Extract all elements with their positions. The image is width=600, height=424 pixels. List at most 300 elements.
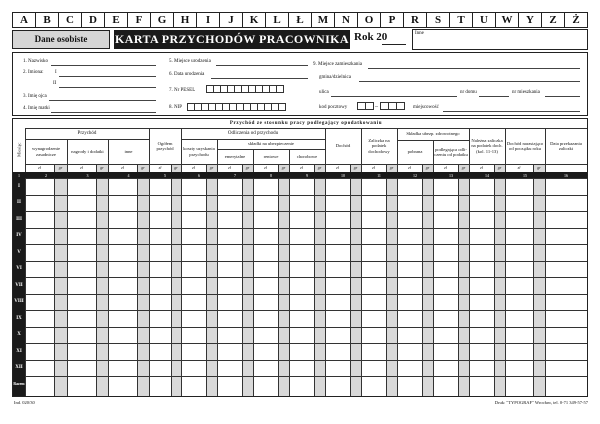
- pesel-label: 7. Nr PESEL: [169, 88, 196, 93]
- month-label: VIII: [14, 299, 24, 305]
- table-cell[interactable]: [26, 245, 67, 261]
- table-cell[interactable]: [398, 229, 433, 245]
- month-label: XI: [16, 348, 22, 354]
- table-cell[interactable]: [398, 278, 433, 294]
- table-cell[interactable]: [326, 245, 361, 261]
- table-cell[interactable]: [546, 377, 587, 393]
- table-cell[interactable]: [150, 377, 181, 393]
- birthdate-field[interactable]: [211, 78, 308, 79]
- birthdate-label: 6. Data urodzenia: [169, 72, 205, 77]
- gr-label: gr: [100, 165, 104, 170]
- table-cell[interactable]: [150, 229, 181, 245]
- table-cell[interactable]: [326, 311, 361, 327]
- table-cell[interactable]: [326, 179, 361, 195]
- house-number-field[interactable]: [479, 96, 509, 97]
- table-cell[interactable]: [546, 262, 587, 278]
- gr-label: gr: [141, 165, 145, 170]
- column-number: 4: [127, 172, 130, 178]
- alphabet-letter: B: [36, 13, 59, 27]
- alphabet-letter: P: [381, 13, 404, 27]
- district-label: gmina/dzielnica: [319, 75, 351, 80]
- table-cell[interactable]: [398, 361, 433, 377]
- table-cell[interactable]: [398, 262, 433, 278]
- table-cell[interactable]: [218, 328, 253, 344]
- year-label: Rok 20: [354, 31, 388, 43]
- column-number: 6: [198, 172, 200, 178]
- table-cell[interactable]: [470, 196, 505, 212]
- table-cell[interactable]: [290, 179, 325, 195]
- column-number: 10: [341, 172, 345, 178]
- table-cell[interactable]: [470, 262, 505, 278]
- table-cell[interactable]: [254, 196, 289, 212]
- table-cell[interactable]: [434, 377, 469, 393]
- remarks-label: Inne: [415, 31, 424, 36]
- gr-label: gr: [245, 165, 250, 170]
- table-cell[interactable]: [546, 344, 587, 360]
- mother-name-label: 4. Imię matki: [23, 106, 50, 111]
- table-cell[interactable]: [362, 245, 397, 261]
- table-cell[interactable]: [290, 295, 325, 311]
- table-cell[interactable]: [26, 361, 67, 377]
- table-cell[interactable]: [470, 344, 505, 360]
- table-cell[interactable]: [26, 212, 67, 228]
- first-name-1-label: I: [55, 70, 57, 75]
- table-cell[interactable]: [26, 377, 67, 393]
- gr-label: gr: [461, 165, 466, 170]
- table-cell[interactable]: [470, 328, 505, 344]
- table-cell[interactable]: [254, 328, 289, 344]
- table-cell[interactable]: [506, 344, 545, 360]
- table-cell[interactable]: [218, 212, 253, 228]
- table-cell[interactable]: [362, 229, 397, 245]
- table-cell[interactable]: [218, 245, 253, 261]
- table-cell[interactable]: [68, 328, 108, 344]
- month-label: III: [16, 216, 22, 222]
- alphabet-letter: M: [312, 13, 335, 27]
- remarks-box[interactable]: [412, 29, 588, 50]
- street-label: ulica: [319, 90, 329, 95]
- table-cell[interactable]: [68, 377, 108, 393]
- sickness-header: chorobowe: [296, 153, 318, 159]
- table-cell[interactable]: [109, 179, 149, 195]
- gr-label: gr: [389, 165, 394, 170]
- form-index: Ind. 020/30: [14, 400, 35, 405]
- month-label: XII: [15, 365, 23, 371]
- table-cell[interactable]: [362, 344, 397, 360]
- first-name-1-field[interactable]: [59, 76, 156, 77]
- gr-label: gr: [209, 165, 214, 170]
- printer-info: Druk: "TYPOGRAF" Wrocław, tel. 0-71 349-57-57: [494, 400, 588, 405]
- table-cell[interactable]: [150, 311, 181, 327]
- zl-label: zł: [300, 165, 303, 170]
- table-cell[interactable]: [218, 295, 253, 311]
- table-cell[interactable]: [26, 344, 67, 360]
- alphabet-letter: G: [151, 13, 174, 27]
- table-cell[interactable]: [506, 311, 545, 327]
- table-cell[interactable]: [26, 229, 67, 245]
- table-cell[interactable]: [68, 196, 108, 212]
- table-cell[interactable]: [68, 311, 108, 327]
- table-cell[interactable]: [218, 229, 253, 245]
- table-cell[interactable]: [68, 361, 108, 377]
- table-cell[interactable]: [68, 278, 108, 294]
- table-cell[interactable]: [109, 361, 149, 377]
- alphabet-letter: K: [243, 13, 266, 27]
- net-income-header: Dochód: [335, 143, 351, 149]
- table-cell[interactable]: [506, 196, 545, 212]
- table-cell[interactable]: [150, 278, 181, 294]
- table-cell[interactable]: [290, 328, 325, 344]
- table-cell[interactable]: [109, 328, 149, 344]
- first-name-2-field[interactable]: [59, 87, 156, 88]
- column-number: 9: [306, 172, 308, 178]
- table-cell[interactable]: [150, 344, 181, 360]
- deductible-header: podlegająca odli-czeniu od podatku: [434, 146, 468, 157]
- zl-label: zł: [192, 165, 195, 170]
- table-cell[interactable]: [109, 377, 149, 393]
- table-cell[interactable]: [26, 311, 67, 327]
- gr-label: gr: [425, 165, 430, 170]
- base-salary-header: wynagrodzenie zasadnicze: [31, 146, 61, 157]
- table-cell[interactable]: [290, 229, 325, 245]
- table-cell[interactable]: [326, 278, 361, 294]
- postal-code-field-b[interactable]: [380, 102, 404, 110]
- zl-label: zł: [264, 165, 267, 170]
- table-cell[interactable]: [470, 295, 505, 311]
- alphabet-letter: L: [266, 13, 289, 27]
- table-cell[interactable]: [546, 229, 587, 245]
- birthplace-field[interactable]: [216, 65, 308, 66]
- table-cell[interactable]: [362, 361, 397, 377]
- column-number: 11: [377, 172, 381, 178]
- alphabet-letter: J: [220, 13, 243, 27]
- table-cell[interactable]: [218, 196, 253, 212]
- table-cell[interactable]: [254, 295, 289, 311]
- table-cell[interactable]: [182, 245, 217, 261]
- table-cell[interactable]: [506, 179, 545, 195]
- table-cell[interactable]: [434, 295, 469, 311]
- table-cell[interactable]: [362, 212, 397, 228]
- table-cell[interactable]: [290, 377, 325, 393]
- table-cell[interactable]: [434, 245, 469, 261]
- address-field[interactable]: [368, 68, 580, 69]
- table-cell[interactable]: [254, 377, 289, 393]
- birthplace-label: 5. Miejsce urodzenia: [169, 59, 211, 64]
- table-cell[interactable]: [254, 212, 289, 228]
- zl-label: zł: [228, 165, 231, 170]
- table-cell[interactable]: [254, 344, 289, 360]
- table-cell[interactable]: [470, 361, 505, 377]
- due-tax-header: Należna zaliczka na podatek doch. (kol. 11-13): [471, 137, 503, 154]
- table-cell[interactable]: [362, 262, 397, 278]
- first-name-2-label: II: [53, 81, 57, 86]
- table-cell[interactable]: [109, 262, 149, 278]
- column-number: 16: [564, 172, 568, 178]
- alphabet-letter: W: [496, 13, 519, 27]
- table-cell[interactable]: [326, 328, 361, 344]
- gr-label: gr: [174, 165, 178, 170]
- table-cell[interactable]: [470, 278, 505, 294]
- table-cell[interactable]: [26, 328, 67, 344]
- month-label: IV: [16, 233, 22, 239]
- table-banner: Przychód ze stosunku pracy podlegający opodatkowaniu: [229, 121, 383, 126]
- table-cell[interactable]: [362, 328, 397, 344]
- father-name-field[interactable]: [49, 100, 156, 101]
- table-cell[interactable]: [68, 229, 108, 245]
- zl-label: zł: [480, 165, 483, 170]
- table-cell[interactable]: [362, 278, 397, 294]
- table-cell[interactable]: [326, 295, 361, 311]
- table-cell[interactable]: [68, 344, 108, 360]
- table-cell[interactable]: [218, 278, 253, 294]
- table-cell[interactable]: [546, 295, 587, 311]
- postal-dash: –: [375, 104, 378, 110]
- year-field[interactable]: [382, 44, 406, 45]
- table-cell[interactable]: [150, 361, 181, 377]
- table-cell[interactable]: [218, 179, 253, 195]
- table-cell[interactable]: [182, 328, 217, 344]
- table-cell[interactable]: [470, 229, 505, 245]
- table-cell[interactable]: [109, 311, 149, 327]
- table-cell[interactable]: [326, 262, 361, 278]
- table-cell[interactable]: [434, 196, 469, 212]
- table-cell[interactable]: [254, 311, 289, 327]
- table-cell[interactable]: [506, 262, 545, 278]
- table-cell[interactable]: [434, 212, 469, 228]
- alphabet-letter: S: [427, 13, 450, 27]
- table-cell[interactable]: [398, 196, 433, 212]
- table-cell[interactable]: [182, 196, 217, 212]
- table-cell[interactable]: [218, 262, 253, 278]
- table-cell[interactable]: [546, 328, 587, 344]
- table-cell[interactable]: [362, 179, 397, 195]
- month-label: IX: [16, 315, 22, 321]
- table-cell[interactable]: [182, 311, 217, 327]
- alphabet-letter: A: [13, 13, 36, 27]
- bonuses-header: nagrody i dodatki: [71, 148, 104, 154]
- table-cell[interactable]: [398, 377, 433, 393]
- table-cell[interactable]: [398, 179, 433, 195]
- month-label: Razem: [13, 382, 25, 387]
- table-cell[interactable]: [109, 344, 149, 360]
- alphabet-letter: Ł: [289, 13, 312, 27]
- table-cell[interactable]: [290, 311, 325, 327]
- table-cell[interactable]: [109, 278, 149, 294]
- surname-label: 1. Nazwisko: [23, 59, 48, 64]
- table-cell[interactable]: [182, 278, 217, 294]
- health-insurance-header: Składka ubezp. zdrowotnego: [406, 131, 460, 137]
- table-cell[interactable]: [546, 212, 587, 228]
- column-number: 8: [270, 172, 272, 178]
- table-cell[interactable]: [326, 344, 361, 360]
- table-cell[interactable]: [506, 278, 545, 294]
- table-cell[interactable]: [326, 361, 361, 377]
- table-cell[interactable]: [290, 361, 325, 377]
- table-cell[interactable]: [506, 328, 545, 344]
- apartment-number-field[interactable]: [545, 96, 580, 97]
- table-cell[interactable]: [182, 377, 217, 393]
- table-cell[interactable]: [218, 377, 253, 393]
- table-cell[interactable]: [434, 229, 469, 245]
- table-cell[interactable]: [150, 295, 181, 311]
- table-cell[interactable]: [362, 377, 397, 393]
- table-cell[interactable]: [68, 245, 108, 261]
- table-cell[interactable]: [362, 295, 397, 311]
- pesel-field[interactable]: [206, 85, 283, 93]
- street-field[interactable]: [331, 96, 457, 97]
- table-cell[interactable]: [290, 278, 325, 294]
- alphabet-letter: C: [59, 13, 82, 27]
- alphabet-letter: E: [105, 13, 128, 27]
- mother-name-field[interactable]: [51, 112, 156, 113]
- table-cell[interactable]: [326, 196, 361, 212]
- table-cell[interactable]: [470, 377, 505, 393]
- table-cell[interactable]: [362, 196, 397, 212]
- table-cell[interactable]: [398, 311, 433, 327]
- table-cell[interactable]: [68, 295, 108, 311]
- table-cell[interactable]: [182, 344, 217, 360]
- zl-label: zł: [336, 165, 339, 170]
- table-cell[interactable]: [398, 245, 433, 261]
- table-cell[interactable]: [434, 278, 469, 294]
- table-cell[interactable]: [109, 229, 149, 245]
- page-title: KARTA PRZYCHODÓW PRACOWNIKA: [114, 30, 350, 49]
- city-field[interactable]: [443, 111, 580, 112]
- table-cell[interactable]: [546, 245, 587, 261]
- table-cell[interactable]: [150, 179, 181, 195]
- table-cell[interactable]: [150, 196, 181, 212]
- table-cell[interactable]: [150, 328, 181, 344]
- alphabet-letter: U: [473, 13, 496, 27]
- column-number: 14: [485, 172, 489, 178]
- nip-field[interactable]: [187, 103, 285, 111]
- table-cell[interactable]: [182, 295, 217, 311]
- table-cell[interactable]: [150, 212, 181, 228]
- table-cell[interactable]: [182, 361, 217, 377]
- table-cell[interactable]: [68, 212, 108, 228]
- table-cell[interactable]: [326, 377, 361, 393]
- deductions-header: Odliczenia od przychodu: [227, 130, 279, 136]
- table-cell[interactable]: [506, 295, 545, 311]
- table-cell[interactable]: [506, 361, 545, 377]
- postal-code-label: kod pocztowy: [319, 105, 348, 110]
- city-label: miejscowość: [413, 105, 439, 110]
- costs-header: koszty uzyskania przychodu: [183, 146, 215, 157]
- alphabet-letter: Y: [519, 13, 542, 27]
- table-cell[interactable]: [26, 278, 67, 294]
- table-cell[interactable]: [470, 179, 505, 195]
- table-cell[interactable]: [218, 361, 253, 377]
- table-cell[interactable]: [109, 212, 149, 228]
- table-cell[interactable]: [290, 344, 325, 360]
- table-cell[interactable]: [434, 344, 469, 360]
- table-cell[interactable]: [254, 179, 289, 195]
- table-cell[interactable]: [290, 262, 325, 278]
- table-cell[interactable]: [398, 295, 433, 311]
- alphabet-letter: Ż: [572, 14, 580, 26]
- table-cell[interactable]: [398, 344, 433, 360]
- district-field[interactable]: [359, 81, 580, 82]
- table-cell[interactable]: [290, 196, 325, 212]
- table-cell[interactable]: [470, 212, 505, 228]
- table-cell[interactable]: [506, 229, 545, 245]
- table-cell[interactable]: [26, 179, 67, 195]
- apartment-number-label: nr mieszkania: [512, 90, 540, 95]
- table-cell[interactable]: [182, 212, 217, 228]
- table-cell[interactable]: [398, 328, 433, 344]
- table-cell[interactable]: [470, 245, 505, 261]
- table-cell[interactable]: [326, 229, 361, 245]
- zl-label: zł: [121, 165, 124, 170]
- surname-field[interactable]: [51, 65, 156, 66]
- table-cell[interactable]: [254, 229, 289, 245]
- pension-header: emerytalne: [224, 153, 246, 159]
- column-number: 15: [523, 172, 527, 178]
- gr-label: gr: [537, 165, 541, 170]
- alphabet-letter: Z: [542, 13, 565, 27]
- table-cell[interactable]: [68, 262, 108, 278]
- table-cell[interactable]: [254, 361, 289, 377]
- zl-label: zł: [444, 165, 447, 170]
- table-cell[interactable]: [182, 179, 217, 195]
- table-cell[interactable]: [398, 212, 433, 228]
- table-cell[interactable]: [109, 245, 149, 261]
- table-cell[interactable]: [546, 196, 587, 212]
- table-cell[interactable]: [182, 262, 217, 278]
- transfer-date-header: Data przekazania zaliczki: [550, 140, 582, 151]
- table-cell[interactable]: [546, 278, 587, 294]
- table-cell[interactable]: [362, 311, 397, 327]
- alphabet-letter: I: [197, 13, 220, 27]
- table-cell[interactable]: [182, 229, 217, 245]
- postal-code-field-a[interactable]: [357, 102, 373, 110]
- table-cell[interactable]: [254, 278, 289, 294]
- table-cell[interactable]: [434, 179, 469, 195]
- month-label: I: [18, 183, 20, 189]
- table-cell[interactable]: [506, 212, 545, 228]
- table-cell[interactable]: [546, 311, 587, 327]
- table-cell[interactable]: [290, 212, 325, 228]
- table-cell[interactable]: [470, 311, 505, 327]
- personal-data-box: [12, 52, 588, 116]
- table-cell[interactable]: [434, 361, 469, 377]
- table-cell[interactable]: [109, 196, 149, 212]
- table-cell[interactable]: [150, 245, 181, 261]
- table-cell[interactable]: [68, 179, 108, 195]
- table-cell[interactable]: [109, 295, 149, 311]
- table-cell[interactable]: [546, 179, 587, 195]
- column-number: 1: [18, 172, 20, 178]
- table-cell[interactable]: [434, 311, 469, 327]
- table-cell[interactable]: [26, 262, 67, 278]
- table-cell[interactable]: [434, 328, 469, 344]
- table-cell[interactable]: [26, 196, 67, 212]
- table-cell[interactable]: [254, 262, 289, 278]
- nip-label: 8. NIP: [169, 105, 183, 110]
- table-cell[interactable]: [26, 295, 67, 311]
- table-cell[interactable]: [290, 245, 325, 261]
- table-cell[interactable]: [218, 344, 253, 360]
- table-cell[interactable]: [506, 377, 545, 393]
- table-cell[interactable]: [218, 311, 253, 327]
- table-cell[interactable]: [326, 212, 361, 228]
- table-cell[interactable]: [150, 262, 181, 278]
- table-cell[interactable]: [434, 262, 469, 278]
- table-cell[interactable]: [254, 245, 289, 261]
- table-cell[interactable]: [506, 245, 545, 261]
- alphabet-letter: N: [335, 13, 358, 27]
- table-cell[interactable]: [546, 361, 587, 377]
